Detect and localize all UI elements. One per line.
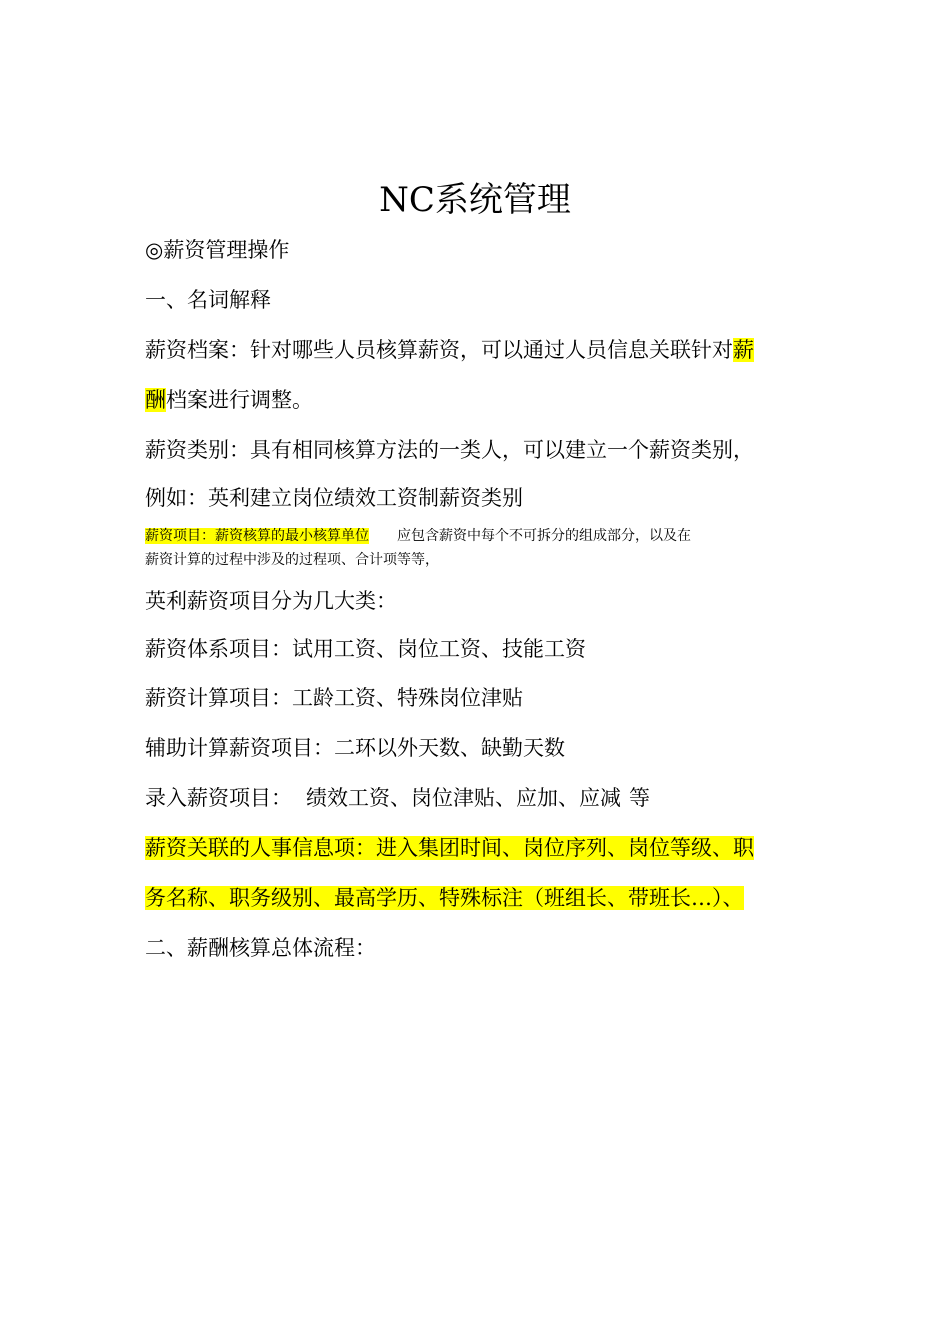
page-title: NC系统管理 <box>379 180 571 220</box>
heading-salary-operations: ◎薪资管理操作 <box>145 238 290 262</box>
paragraph-salary-item-line2: 薪资计算的过程中涉及的过程项、合计项等等， <box>145 552 439 568</box>
archive-highlight-2: 酬 <box>145 388 166 412</box>
archive-text: 薪资档案：针对哪些人员核算薪资，可以通过人员信息关联针对 <box>145 338 733 362</box>
salary-item-rest: 应包含薪资中每个不可拆分的组成部分，以及在 <box>397 528 691 544</box>
paragraph-salary-archive-line1 <box>145 335 815 365</box>
archive-highlight-1: 薪 <box>733 338 754 362</box>
input-items-values: 绩效工资、岗位津贴、应加、应减 <box>306 786 621 810</box>
section-heading-terms: 一、名词解释 <box>145 288 271 312</box>
paragraph-categories-intro: 英利薪资项目分为几大类： <box>145 589 397 613</box>
hr-info-highlight-1: 薪资关联的人事信息项：进入集团时间、岗位序列、岗位等级、职 <box>145 836 754 860</box>
paragraph-calc-items: 薪资计算项目：工龄工资、特殊岗位津贴 <box>145 686 523 710</box>
paragraph-aux-items: 辅助计算薪资项目：二环以外天数、缺勤天数 <box>145 736 565 760</box>
paragraph-salary-archive-line2 <box>145 385 815 415</box>
section-heading-process: 二、薪酬核算总体流程： <box>145 936 376 960</box>
hr-info-highlight-2: 务名称、职务级别、最高学历、特殊标注（班组长、带班长…）、 <box>145 886 744 910</box>
paragraph-hr-info-line2 <box>145 883 815 913</box>
archive-text-end: 档案进行调整。 <box>166 388 313 412</box>
input-items-tail: 等 <box>629 786 650 810</box>
paragraph-hr-info-line1 <box>145 833 815 863</box>
paragraph-salary-category-line1: 薪资类别：具有相同核算方法的一类人，可以建立一个薪资类别， <box>145 438 754 462</box>
paragraph-system-items: 薪资体系项目：试用工资、岗位工资、技能工资 <box>145 637 586 661</box>
paragraph-input-items <box>145 783 815 813</box>
salary-item-highlight: 薪资项目：薪资核算的最小核算单位 <box>145 528 369 544</box>
paragraph-salary-category-line2: 例如：英利建立岗位绩效工资制薪资类别 <box>145 486 523 510</box>
paragraph-salary-item-line1 <box>145 525 825 547</box>
input-items-label: 录入薪资项目： <box>145 786 292 810</box>
